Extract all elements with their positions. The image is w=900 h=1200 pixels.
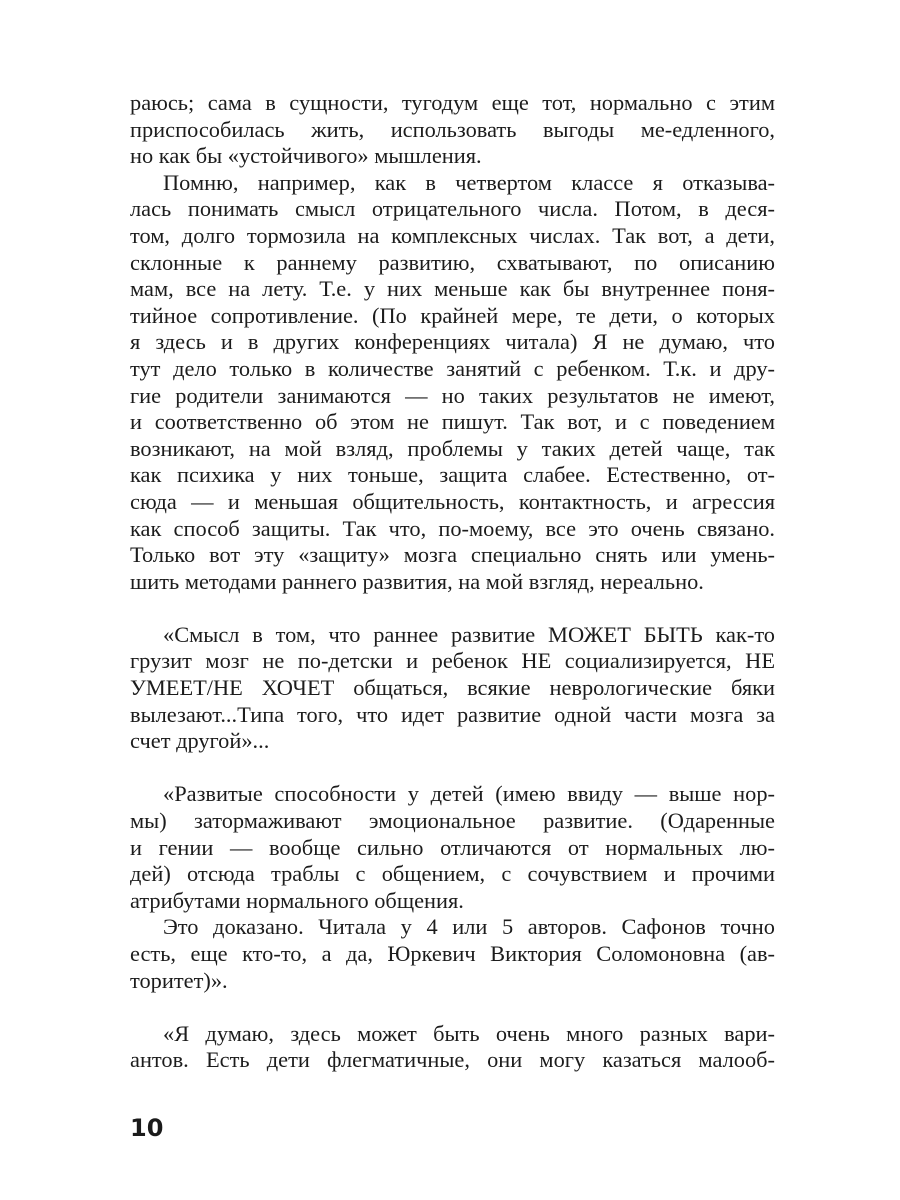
text-line: тийное сопротивление. (По крайней мере, те дети, о которых xyxy=(130,302,775,328)
text-line: УМЕЕТ/НЕ ХОЧЕТ общаться, всякие неврологические бяки xyxy=(130,675,775,701)
text-line: Помню, например, как в четвертом классе я отказыва- xyxy=(163,169,775,195)
text-line: шить методами раннего развития, на мой взгляд, нереально. xyxy=(130,568,704,594)
text-line: «Развитые способности у детей (имею ввиду — выше нор- xyxy=(163,781,775,807)
text-line: сюда — и меньшая общительность, контактность, и агрессия xyxy=(130,488,775,514)
text-line: торитет)». xyxy=(130,967,228,993)
paragraph-gap xyxy=(130,755,775,782)
body-text xyxy=(130,90,775,1074)
text-line: мам, все на лету. Т.е. у них меньше как бы внутреннее поня- xyxy=(130,276,775,302)
text-line: и гении — вообще сильно отличаются от нормальных лю- xyxy=(130,834,775,860)
paragraph-p2 xyxy=(130,170,775,596)
text-line: как психика у них тоньше, защита слабее. Естественно, от- xyxy=(130,462,775,488)
text-line: гие родители занимаются — но таких результатов не имеют, xyxy=(130,382,775,408)
text-line: «Смысл в том, что раннее развитие МОЖЕТ БЫТЬ как-то xyxy=(163,621,775,647)
text-line: раюсь; сама в сущности, тугодум еще тот, нормально с этим xyxy=(130,90,775,115)
text-line: атрибутами нормального общения. xyxy=(130,887,464,913)
text-line: мы) затормаживают эмоциональное развитие. (Одаренные xyxy=(130,808,775,834)
paragraph-gap xyxy=(130,994,775,1021)
text-line: возникают, на мой взляд, проблемы у таких детей чаще, так xyxy=(130,435,775,461)
text-line: но как бы «устойчивого» мышления. xyxy=(130,143,482,169)
text-line: Только вот эту «защиту» мозга специально снять или умень- xyxy=(130,542,775,568)
text-line: «Я думаю, здесь может быть очень много разных вари- xyxy=(163,1020,775,1046)
paragraph-p6 xyxy=(130,1021,775,1074)
text-line: дей) отсюда траблы с общением, с сочувствием и прочими xyxy=(130,861,775,887)
paragraph-p1 xyxy=(130,90,775,170)
page-number: 10 xyxy=(130,1114,164,1142)
paragraph-p5 xyxy=(130,914,775,994)
paragraph-p3 xyxy=(130,622,775,755)
text-line: как способ защиты. Так что, по-моему, все это очень связано. xyxy=(130,515,775,541)
text-line: Это доказано. Читала у 4 или 5 авторов. Сафонов точно xyxy=(163,914,775,940)
paragraph-p4 xyxy=(130,781,775,914)
text-line: я здесь и в других конференциях читала) Я не думаю, что xyxy=(130,329,775,355)
text-line: вылезают...Типа того, что идет развитие одной части мозга за xyxy=(130,701,775,727)
text-line: приспособилась жить, использовать выгоды ме-едленного, xyxy=(130,116,775,142)
text-line: том, долго тормозила на комплексных числах. Так вот, а дети, xyxy=(130,222,775,248)
text-line: тут дело только в количестве занятий с ребенком. Т.к. и дру- xyxy=(130,355,775,381)
text-line: счет другой»... xyxy=(130,728,270,754)
text-line: антов. Есть дети флегматичные, они могу казаться малооб- xyxy=(130,1047,775,1073)
text-line: и соответственно об этом не пишут. Так вот, и с поведением xyxy=(130,409,775,435)
text-line: есть, еще кто-то, а да, Юркевич Виктория Соломоновна (ав- xyxy=(130,941,775,966)
text-line: лась понимать смысл отрицательного числа. Потом, в деся- xyxy=(130,196,775,222)
text-line: грузит мозг не по-детски и ребенок НЕ социализируется, НЕ xyxy=(130,648,775,674)
text-line: склонные к раннему развитию, схватывают, по описанию xyxy=(130,249,775,275)
paragraph-gap xyxy=(130,595,775,622)
